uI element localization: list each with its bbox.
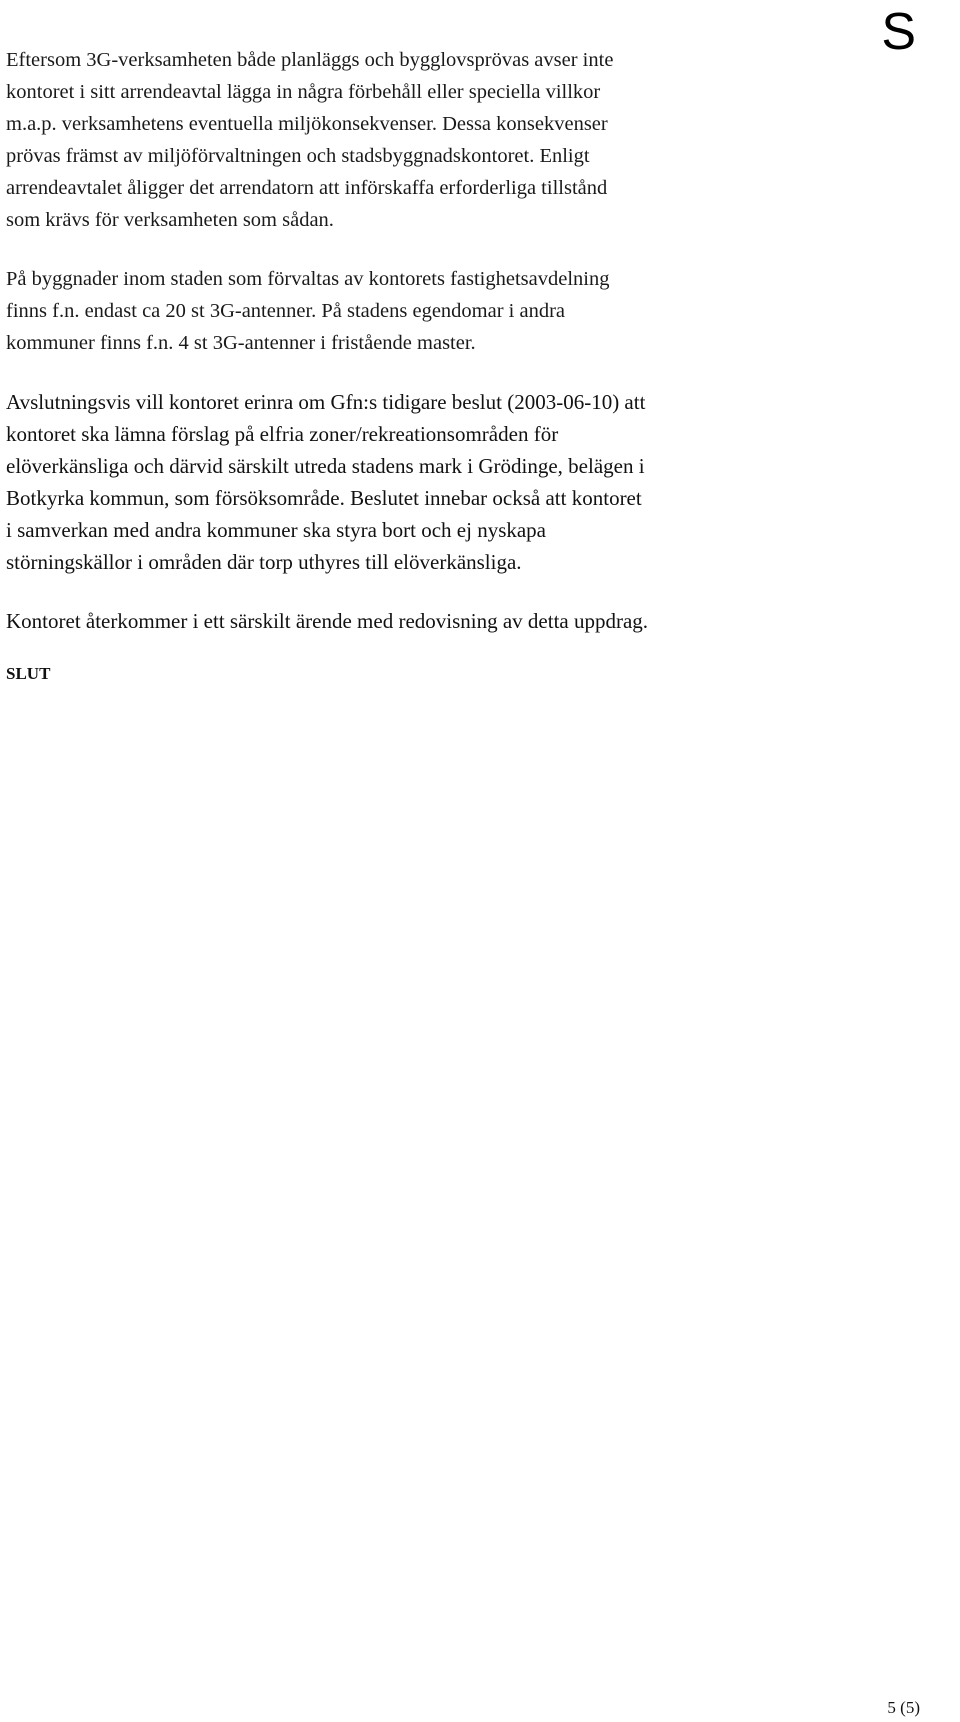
- paragraph-line: finns f.n. endast ca 20 st 3G-antenner. På stadens egendomar i andra: [6, 300, 566, 322]
- paragraph-4: [6, 605, 886, 637]
- paragraph-line: Kontoret återkommer i ett särskilt ärende med redovisning av detta uppdrag.: [6, 609, 649, 633]
- paragraph-line: Eftersom 3G-verksamheten både planläggs och bygglovsprövas avser inte: [6, 49, 614, 71]
- end-marker: SLUT: [6, 664, 51, 683]
- paragraph-line: elöverkänsliga och därvid särskilt utreda stadens mark i Grödinge, belägen i: [6, 454, 645, 478]
- paragraph-line: arrendeavtalet åligger det arrendatorn att införskaffa erforderliga tillstånd: [6, 177, 608, 199]
- paragraph-line: prövas främst av miljöförvaltningen och stadsbyggnadskontoret. Enligt: [6, 145, 590, 167]
- paragraph-1: [6, 44, 886, 236]
- paragraph-line: kommuner finns f.n. 4 st 3G-antenner i fristående master.: [6, 332, 476, 354]
- document-body: [6, 44, 886, 686]
- paragraph-line: På byggnader inom staden som förvaltas av kontorets fastighetsavdelning: [6, 268, 610, 290]
- corner-mark: S: [881, 3, 916, 61]
- paragraph-line: kontoret i sitt arrendeavtal lägga in några förbehåll eller speciella villkor: [6, 81, 601, 103]
- paragraph-line: m.a.p. verksamhetens eventuella miljökonsekvenser. Dessa konsekvenser: [6, 113, 608, 135]
- paragraph-3: [6, 386, 886, 578]
- paragraph-line: störningskällor i områden där torp uthyres till elöverkänsliga.: [6, 550, 522, 574]
- paragraph-line: Botkyrka kommun, som försöksområde. Beslutet innebar också att kontoret: [6, 486, 642, 510]
- paragraph-line: som krävs för verksamheten som sådan.: [6, 209, 334, 231]
- paragraph-line: i samverkan med andra kommuner ska styra bort och ej nyskapa: [6, 518, 547, 542]
- paragraph-line: Avslutningsvis vill kontoret erinra om Gfn:s tidigare beslut (2003-06-10) att: [6, 390, 646, 414]
- paragraph-2: [6, 263, 886, 359]
- paragraph-line: kontoret ska lämna förslag på elfria zoner/rekreationsområden för: [6, 422, 559, 446]
- page-number: 5 (5): [887, 1698, 920, 1717]
